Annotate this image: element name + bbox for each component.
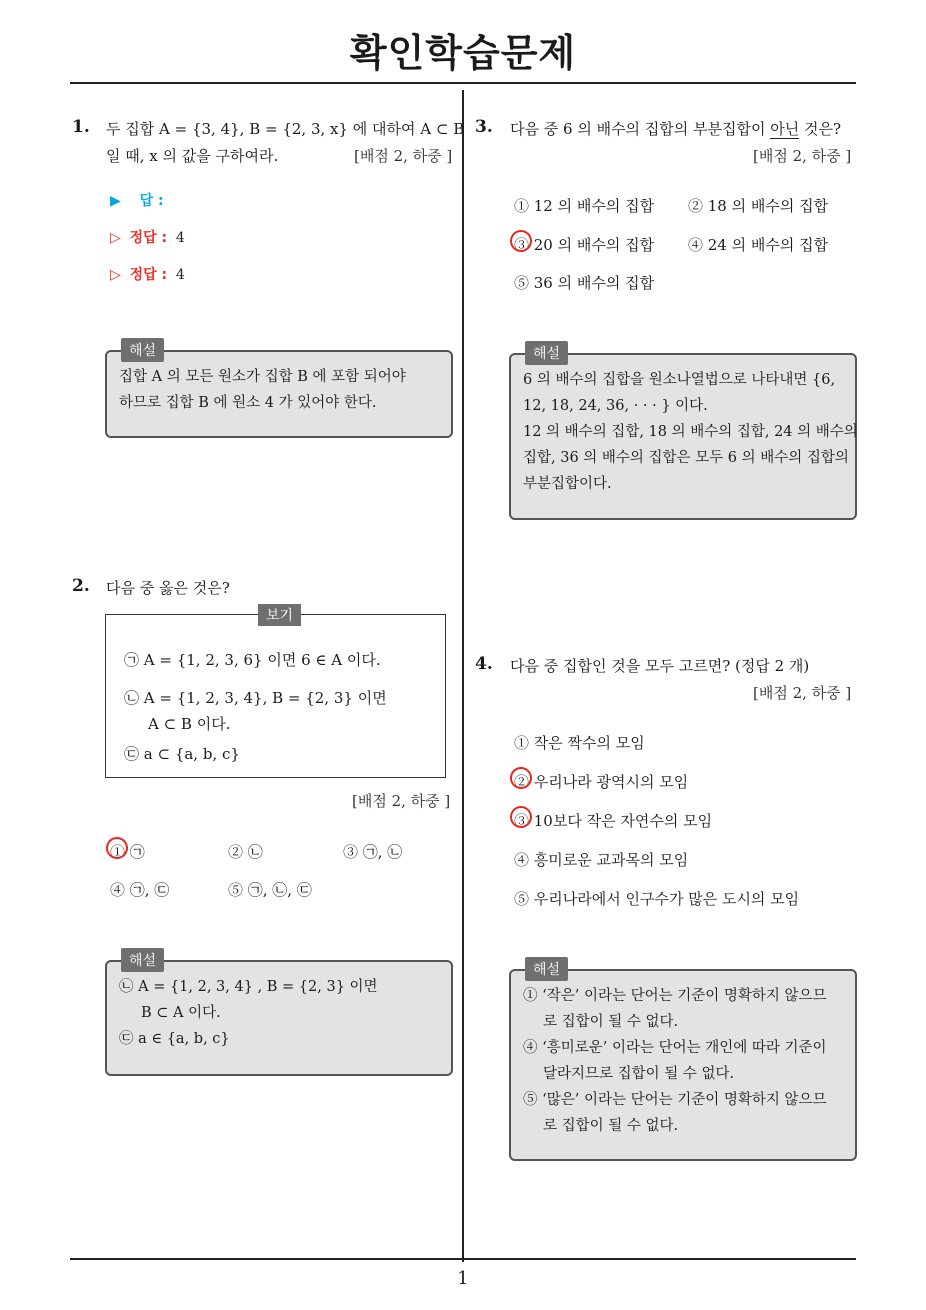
explanation-line: 집합, 36 의 배수의 집합은 모두 6 의 배수의 집합의	[523, 450, 849, 466]
explanation-line: 하므로 집합 B 에 원소 4 가 있어야 한다.	[119, 395, 377, 411]
question-1-number: 1.	[72, 117, 90, 137]
triangle-right-icon: ▷	[110, 230, 121, 246]
question-2-score: [배점 2, 하중 ]	[352, 792, 451, 810]
question-2-bogi-box	[105, 608, 446, 778]
question-3-option-1[interactable]: ① 12 의 배수의 집합	[514, 197, 655, 215]
bogi-item-continued: A ⊂ B 이다.	[148, 715, 231, 733]
question-2-text: 다음 중 옳은 것은?	[106, 579, 230, 597]
question-2-option-3[interactable]: ③ ㉠, ㉡	[343, 843, 403, 861]
question-3-number: 3.	[475, 117, 493, 137]
correct-answer-value: 4	[175, 230, 185, 246]
question-1-explanation	[105, 343, 453, 438]
page-number: 1	[457, 1268, 469, 1289]
explanation-line: 집합 A 의 모든 원소가 집합 B 에 포함 되어야	[119, 369, 406, 385]
explanation-line: ㉡ A = {1, 2, 3, 4} , B = {2, 3} 이면	[119, 979, 378, 995]
question-1-score: [배점 2, 하중 ]	[354, 147, 453, 165]
question-3-text	[510, 118, 841, 139]
answer-label: 답 :	[139, 193, 164, 209]
bogi-item: ㉡ A = {1, 2, 3, 4}, B = {2, 3} 이면	[124, 689, 387, 707]
question-2-option-5[interactable]: ⑤ ㉠, ㉡, ㉢	[228, 881, 312, 899]
play-icon: ▶	[110, 193, 121, 209]
explanation-line: 로 집합이 될 수 없다.	[543, 1118, 679, 1134]
question-1-correct-answer	[110, 264, 185, 284]
question-2-explanation	[105, 953, 453, 1076]
explanation-line: 12 의 배수의 집합, 18 의 배수의 집합, 24 의 배수의	[523, 424, 858, 440]
question-4-text: 다음 중 집합인 것을 모두 고르면? (정답 2 개)	[510, 657, 810, 675]
question-4-option-1[interactable]: ① 작은 짝수의 모임	[514, 734, 645, 752]
question-4-option-4[interactable]: ④ 흥미로운 교과목의 모임	[514, 851, 689, 869]
explanation-line: B ⊂ A 이다.	[141, 1005, 221, 1021]
question-4-explanation	[509, 962, 857, 1161]
explanation-line: ④ ‘흥미로운’ 이라는 단어는 개인에 따라 기준이	[523, 1040, 827, 1056]
question-4-score: [배점 2, 하중 ]	[753, 684, 852, 702]
explanation-line: 로 집합이 될 수 없다.	[543, 1014, 679, 1030]
explanation-tab: 해설	[525, 957, 568, 981]
explanation-line: 12, 18, 24, 36, · · · } 이다.	[523, 398, 708, 414]
question-4-option-3[interactable]: ③ 10보다 작은 자연수의 모임	[514, 812, 713, 830]
question-3-option-4[interactable]: ④ 24 의 배수의 집합	[688, 236, 829, 254]
question-3-option-5[interactable]: ⑤ 36 의 배수의 집합	[514, 274, 655, 292]
question-3-score: [배점 2, 하중 ]	[753, 147, 852, 165]
explanation-line: 부분집합이다.	[523, 476, 612, 492]
correct-answer-label: 정답 :	[129, 230, 168, 246]
question-2-option-1[interactable]: ① ㉠	[110, 843, 145, 861]
question-3-text-post: 것은?	[799, 120, 842, 138]
page-title: 확인학습문제	[349, 31, 577, 75]
explanation-line: ㉢ a ∈ {a, b, c}	[119, 1031, 230, 1047]
correct-answer-label: 정답 :	[129, 267, 168, 283]
column-divider	[462, 90, 464, 1262]
question-2-option-4[interactable]: ④ ㉠, ㉢	[110, 881, 170, 899]
question-1-correct-answer	[110, 227, 185, 247]
question-3-option-2[interactable]: ② 18 의 배수의 집합	[688, 197, 829, 215]
explanation-line: ⑤ ‘많은’ 이라는 단어는 기준이 명확하지 않으므	[523, 1092, 827, 1108]
explanation-tab: 해설	[121, 948, 164, 972]
explanation-tab: 해설	[121, 338, 164, 362]
question-3-text-pre: 다음 중 6 의 배수의 집합의 부분집합이	[510, 120, 771, 138]
explanation-line: 6 의 배수의 집합을 원소나열법으로 나타내면 {6,	[523, 372, 836, 388]
question-1-answer-row	[110, 190, 164, 210]
triangle-right-icon: ▷	[110, 267, 121, 283]
question-4-number: 4.	[475, 654, 493, 674]
bogi-item: ㉠ A = {1, 2, 3, 6} 이면 6 ∈ A 이다.	[124, 651, 381, 669]
explanation-line: 달라지므로 집합이 될 수 없다.	[543, 1066, 735, 1082]
bogi-tab: 보기	[258, 604, 301, 626]
header-rule	[70, 82, 856, 84]
explanation-line: ① ‘작은’ 이라는 단어는 기준이 명확하지 않으므	[523, 988, 827, 1004]
explanation-tab: 해설	[525, 341, 568, 365]
question-3-text-underlined: 아닌	[770, 120, 800, 138]
bogi-item: ㉢ a ⊂ {a, b, c}	[124, 745, 240, 763]
footer-rule	[70, 1258, 856, 1260]
question-1-text-line2: 일 때, x 의 값을 구하여라.	[106, 147, 279, 165]
question-2-option-2[interactable]: ② ㉡	[228, 843, 263, 861]
question-2-number: 2.	[72, 576, 90, 596]
question-1-text-line1: 두 집합 A = {3, 4}, B = {2, 3, x} 에 대하여 A ⊂ B	[106, 120, 465, 138]
question-3-option-3[interactable]: ③ 20 의 배수의 집합	[514, 236, 655, 254]
correct-answer-value: 4	[175, 267, 185, 283]
question-4-option-5[interactable]: ⑤ 우리나라에서 인구수가 많은 도시의 모임	[514, 890, 800, 908]
question-4-option-2[interactable]: ② 우리나라 광역시의 모임	[514, 773, 689, 791]
question-3-explanation	[509, 346, 858, 520]
